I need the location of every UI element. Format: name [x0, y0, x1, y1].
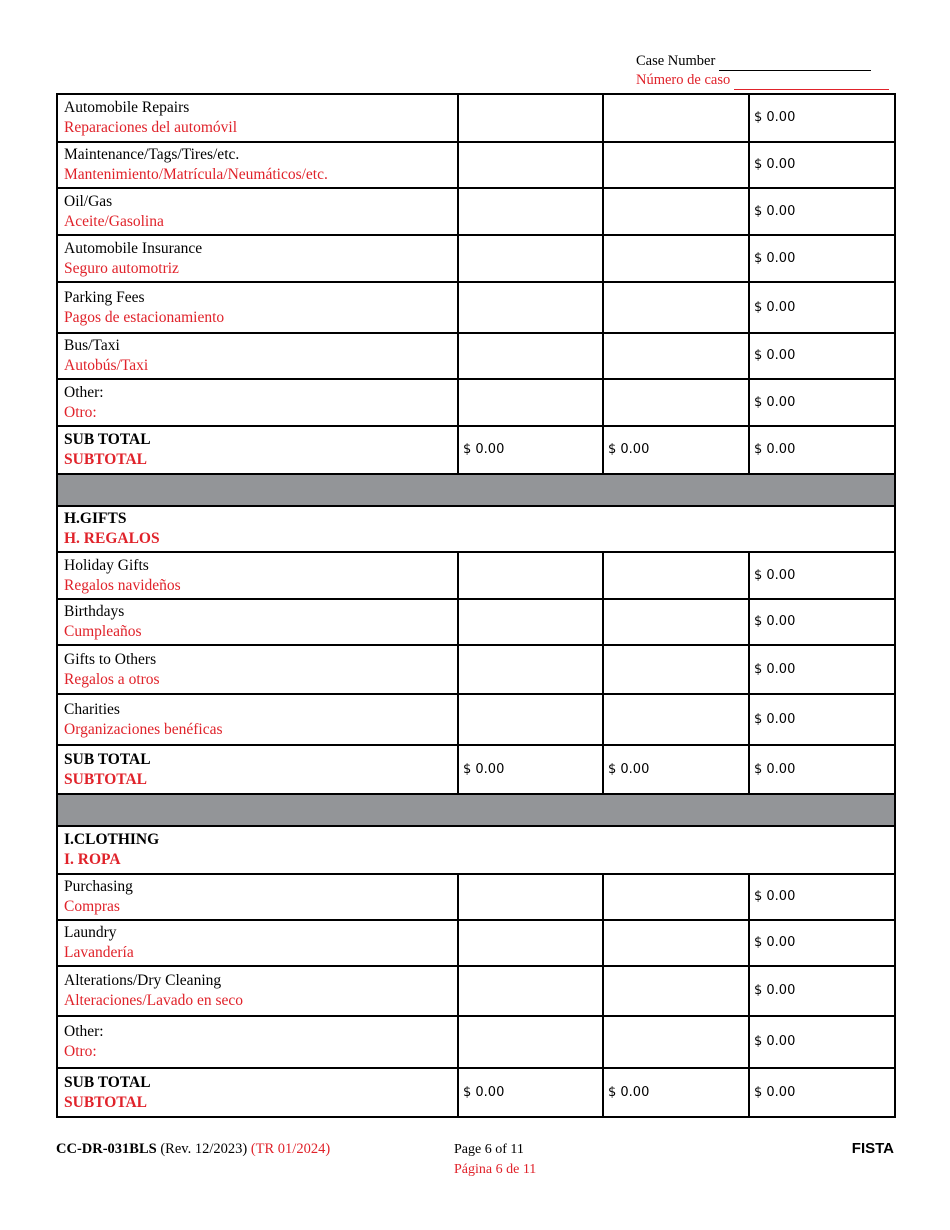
- amount-cell-3[interactable]: $ 0.00: [749, 379, 895, 426]
- amount-cell-3[interactable]: $ 0.00: [749, 282, 895, 333]
- row-label: Automobile Repairs: [64, 99, 190, 116]
- table-row: [57, 645, 895, 694]
- row-label: SUB TOTAL: [64, 750, 151, 768]
- amount-cell-3[interactable]: $ 0.00: [749, 920, 895, 966]
- divider-cell: [57, 794, 895, 826]
- amount-cell-1[interactable]: [458, 1016, 603, 1068]
- amount-cell-3[interactable]: $ 0.00: [749, 235, 895, 282]
- row-label-cell: [57, 1016, 458, 1068]
- row-label-es: Compras: [64, 898, 120, 915]
- row-label-cell: [57, 333, 458, 379]
- row-label-cell: [57, 282, 458, 333]
- form-revision: (Rev. 12/2023): [160, 1141, 248, 1157]
- row-label-es: Mantenimiento/Matrícula/Neumáticos/etc.: [64, 166, 328, 183]
- case-number-label-es: Número de caso: [636, 72, 731, 88]
- row-label-cell: [57, 966, 458, 1016]
- row-label-es: Alteraciones/Lavado en seco: [64, 992, 244, 1009]
- table-row: [57, 1016, 895, 1068]
- row-label: Gifts to Others: [64, 650, 157, 668]
- amount-cell-2[interactable]: [603, 645, 749, 694]
- amount-cell-2[interactable]: [603, 920, 749, 966]
- row-label-es: Aceite/Gasolina: [64, 212, 164, 230]
- row-label-es: SUBTOTAL: [64, 770, 147, 788]
- amount-cell-3[interactable]: $ 0.00: [749, 188, 895, 235]
- table-row: [57, 599, 895, 645]
- amount-cell-1[interactable]: [458, 235, 603, 282]
- row-label-es: SUBTOTAL: [64, 451, 147, 468]
- subtotal-row: [57, 426, 895, 474]
- amount-cell-3[interactable]: $ 0.00: [749, 142, 895, 188]
- row-label-cell: [57, 94, 458, 142]
- row-label-es: Cumpleaños: [64, 623, 142, 640]
- amount-cell-1[interactable]: [458, 333, 603, 379]
- amount-cell-1[interactable]: [458, 94, 603, 142]
- section-title: I.CLOTHING: [64, 831, 160, 848]
- subtotal-row: [57, 1068, 895, 1117]
- row-label-es: SUBTOTAL: [64, 1093, 147, 1111]
- row-label-es: Organizaciones benéficas: [64, 720, 223, 738]
- page-number-es: Página 6 de 11: [454, 1162, 537, 1177]
- amount-cell-2[interactable]: $ 0.00: [603, 1068, 749, 1117]
- case-number-label: Case Number: [636, 53, 716, 69]
- row-label-es: Regalos navideños: [64, 576, 181, 594]
- amount-cell-1[interactable]: [458, 694, 603, 745]
- subtotal-row: [57, 745, 895, 794]
- row-label-cell: [57, 552, 458, 599]
- table-row: [57, 966, 895, 1016]
- table-row: [57, 282, 895, 333]
- amount-cell-2[interactable]: [603, 235, 749, 282]
- amount-cell-3[interactable]: $ 0.00: [749, 874, 895, 920]
- case-number-row-es: [636, 71, 889, 90]
- amount-cell-1[interactable]: [458, 874, 603, 920]
- amount-cell-3[interactable]: $ 0.00: [749, 745, 895, 794]
- expense-table-body: [57, 94, 895, 1117]
- amount-cell-3[interactable]: $ 0.00: [749, 694, 895, 745]
- amount-cell-1[interactable]: [458, 552, 603, 599]
- amount-cell-2[interactable]: [603, 282, 749, 333]
- table-row: [57, 694, 895, 745]
- amount-cell-3[interactable]: $ 0.00: [749, 1068, 895, 1117]
- table-row: [57, 94, 895, 142]
- amount-cell-1[interactable]: $ 0.00: [458, 745, 603, 794]
- amount-cell-2[interactable]: [603, 1016, 749, 1068]
- row-label: Alterations/Dry Cleaning: [64, 972, 222, 989]
- row-label: Purchasing: [64, 878, 133, 895]
- table-row: [57, 552, 895, 599]
- row-label: SUB TOTAL: [64, 431, 151, 448]
- amount-cell-2[interactable]: $ 0.00: [603, 745, 749, 794]
- amount-cell-1[interactable]: [458, 282, 603, 333]
- row-label: Maintenance/Tags/Tires/etc.: [64, 146, 240, 163]
- row-label-es: Seguro automotriz: [64, 259, 179, 277]
- amount-cell-1[interactable]: [458, 645, 603, 694]
- table-row: [57, 142, 895, 188]
- row-label: Automobile Insurance: [64, 239, 203, 257]
- section-title-cell: [57, 826, 895, 874]
- amount-cell-1[interactable]: [458, 142, 603, 188]
- amount-cell-1[interactable]: [458, 966, 603, 1016]
- row-label-es: Pagos de estacionamiento: [64, 308, 225, 326]
- table-row: [57, 235, 895, 282]
- brand-label: FISTA: [851, 1140, 894, 1157]
- section-title-es: H. REGALOS: [64, 530, 160, 547]
- row-label-cell: [57, 188, 458, 235]
- row-label-cell: [57, 599, 458, 645]
- section-title-cell: [57, 506, 895, 552]
- amount-cell-1[interactable]: [458, 188, 603, 235]
- section-header: [57, 506, 895, 552]
- row-label-es: Autobús/Taxi: [64, 357, 149, 374]
- amount-cell-2[interactable]: $ 0.00: [603, 426, 749, 474]
- amount-cell-1[interactable]: $ 0.00: [458, 426, 603, 474]
- amount-cell-2[interactable]: [603, 188, 749, 235]
- amount-cell-3[interactable]: $ 0.00: [749, 966, 895, 1016]
- amount-cell-2[interactable]: [603, 552, 749, 599]
- page-number: [454, 1140, 536, 1180]
- table-row: [57, 920, 895, 966]
- table-row: [57, 874, 895, 920]
- row-label: Oil/Gas: [64, 192, 113, 210]
- amount-cell-2[interactable]: [603, 874, 749, 920]
- form-id: CC-DR-031BLS: [56, 1141, 157, 1157]
- section-title-es: I. ROPA: [64, 851, 121, 868]
- amount-cell-3[interactable]: $ 0.00: [749, 599, 895, 645]
- table-row: [57, 333, 895, 379]
- divider-cell: [57, 474, 895, 506]
- table-row: [57, 188, 895, 235]
- row-label: Other:: [64, 1023, 104, 1040]
- row-label-es: Regalos a otros: [64, 670, 160, 688]
- amount-cell-2[interactable]: [603, 599, 749, 645]
- row-label-cell: [57, 235, 458, 282]
- row-label: Bus/Taxi: [64, 337, 120, 354]
- amount-cell-2[interactable]: [603, 142, 749, 188]
- row-label-es: Lavandería: [64, 944, 134, 961]
- translation-revision: (TR 01/2024): [250, 1141, 331, 1157]
- section-header: [57, 826, 895, 874]
- row-label-cell: [57, 745, 458, 794]
- row-label-es: Otro:: [64, 403, 97, 421]
- form-identifier: [56, 1141, 330, 1158]
- section-divider: [57, 474, 895, 506]
- row-label: Charities: [64, 700, 120, 718]
- amount-cell-1[interactable]: [458, 920, 603, 966]
- page-number-en: Page 6 of 11: [454, 1142, 524, 1157]
- amount-cell-1[interactable]: $ 0.00: [458, 1068, 603, 1117]
- row-label: Other:: [64, 383, 104, 401]
- case-number-block: [636, 52, 889, 90]
- section-title: H.GIFTS: [64, 510, 127, 527]
- amount-cell-2[interactable]: [603, 94, 749, 142]
- amount-cell-3[interactable]: $ 0.00: [749, 645, 895, 694]
- amount-cell-3[interactable]: $ 0.00: [749, 552, 895, 599]
- row-label-es: Otro:: [64, 1043, 97, 1060]
- row-label-cell: [57, 426, 458, 474]
- row-label-es: Reparaciones del automóvil: [64, 119, 238, 136]
- amount-cell-2[interactable]: [603, 333, 749, 379]
- row-label-cell: [57, 874, 458, 920]
- amount-cell-2[interactable]: [603, 694, 749, 745]
- row-label: SUB TOTAL: [64, 1073, 151, 1091]
- row-label: Birthdays: [64, 603, 125, 620]
- amount-cell-3[interactable]: $ 0.00: [749, 1016, 895, 1068]
- amount-cell-3[interactable]: $ 0.00: [749, 333, 895, 379]
- amount-cell-1[interactable]: [458, 379, 603, 426]
- row-label: Laundry: [64, 924, 117, 941]
- row-label-cell: [57, 694, 458, 745]
- row-label-cell: [57, 1068, 458, 1117]
- amount-cell-1[interactable]: [458, 599, 603, 645]
- case-number-row: [636, 52, 889, 71]
- amount-cell-2[interactable]: [603, 966, 749, 1016]
- amount-cell-3[interactable]: $ 0.00: [749, 426, 895, 474]
- case-number-field-es[interactable]: [734, 75, 889, 90]
- row-label-cell: [57, 142, 458, 188]
- row-label-cell: [57, 920, 458, 966]
- section-divider: [57, 794, 895, 826]
- amount-cell-2[interactable]: [603, 379, 749, 426]
- row-label: Holiday Gifts: [64, 556, 149, 574]
- expense-table: [56, 93, 896, 1118]
- table-row: [57, 379, 895, 426]
- row-label: Parking Fees: [64, 288, 145, 306]
- row-label-cell: [57, 645, 458, 694]
- case-number-field[interactable]: [719, 56, 871, 71]
- row-label-cell: [57, 379, 458, 426]
- amount-cell-3[interactable]: $ 0.00: [749, 94, 895, 142]
